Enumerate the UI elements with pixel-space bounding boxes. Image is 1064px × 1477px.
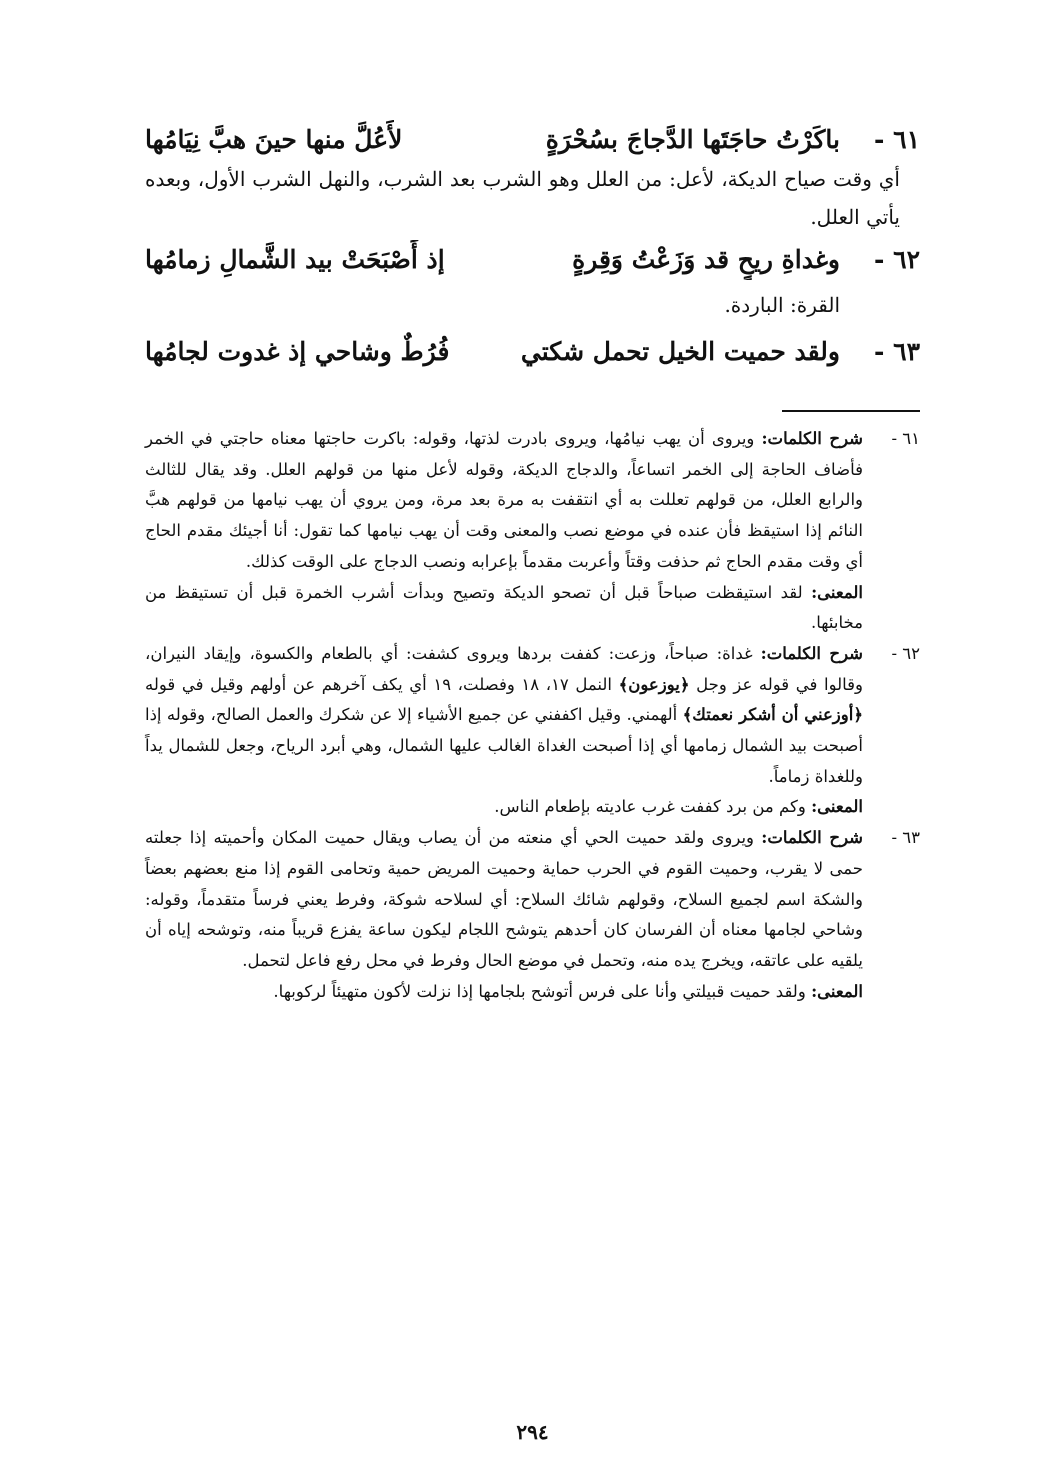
words-text: غداة: صباحاً، وزعت: كففت بردها ويروى كشفت: أي بالطعام والكسوة، وإيقاد النيران، وقالوا في قوله عز وجل xyxy=(145,643,864,694)
words-text: ويروى ولقد حميت الحي أي منعته من أن يصاب ويقال حميت المكان وأحميته إذا جعلته حمى لا يقرب، وحميت القوم في الحرب حماية وحميت المريض حمية وتحامى القوم إذا منع بعضهم بعضاً والشكة اسم لجميع السلاح، وقولهم شائك السلاح: أي لسلاحه شوكة، وفرط يعني فرساً متقدماً، وقوله: وشاحي لجامها معناه أن الفرسان كان أحدهم يتوشح اللجام ليكون ساعة يفزع قريباً منه، وتوشحه إياه أن يلقيه على عاتقه، ويخرج يده منه، وتحمل في موضع الحال وفرط في محل رفع فاعل لتحمل. xyxy=(145,828,863,970)
words-text: النمل ١٧، ١٨ وفصلت، ١٩ أي يكف آخرهم عن أولهم وقيل في قوله xyxy=(145,674,613,694)
verse-second-hemistich: فُرُطٌ وشاحي إذ غدوت لجامُها xyxy=(145,337,450,366)
verse-second-hemistich: لأَعُلَّ منها حينَ هبَّ نِيَامُها xyxy=(145,125,403,154)
footnote-words xyxy=(145,823,863,977)
meaning-text: وكم من برد كففت غرب عاديته بإطعام الناس. xyxy=(494,797,806,817)
footnote-62 xyxy=(145,639,920,823)
footnote-words xyxy=(145,639,863,793)
footnote-separator xyxy=(782,410,920,412)
meaning-text: ولقد حميت قبيلتي وأنا على فرس أتوشح بلجامها إذا نزلت لأكون متهيئاً لركوبها. xyxy=(273,981,806,1001)
meaning-label: المعنى: xyxy=(811,981,863,1001)
words-label: شرح الكلمات: xyxy=(761,429,863,448)
verse-first-hemistich: وغداةِ ريحٍ قد وَزَعْتُ وَقِرةٍ xyxy=(572,245,840,274)
footnotes xyxy=(145,424,920,1007)
footnote-61 xyxy=(145,424,920,639)
verse-first-hemistich: ولقد حميت الخيل تحمل شكتي xyxy=(520,337,840,366)
verse-number: ٦٢ - xyxy=(874,245,920,274)
footnote-meaning xyxy=(145,977,863,1008)
meaning-text: لقد استيقظت صباحاً قبل أن تصحو الديكة وتصيح وبدأت أشرب الخمرة قبل أن تستيقظ من مخابئها. xyxy=(145,582,863,633)
verse-number: ٦٣ - xyxy=(874,337,920,366)
verse-62 xyxy=(145,240,920,280)
words-text: ألهمني. وقيل اكففني عن جميع الأشياء إلا عن شكرك والعمل الصالح، وقوله إذا أصبحت بيد الشمال زمامها أي إذا أصبحت الغداة الغالب عليها الشمال، وهي أبرد الرياح، وجعل للشمال يداً وللغداة زماماً. xyxy=(145,705,863,786)
verse-63 xyxy=(145,332,920,372)
footnote-meaning xyxy=(145,578,863,639)
verse-first-hemistich: باكَرْتُ حاجَتَها الدَّجاجَ بسُحْرَةٍ xyxy=(545,125,840,154)
meaning-label: المعنى: xyxy=(811,582,864,602)
verse-number: ٦١ - xyxy=(874,125,920,154)
page-number: ٢٩٤ xyxy=(516,1420,549,1444)
page-body xyxy=(145,120,920,1444)
footnote-63 xyxy=(145,823,920,1007)
footnote-number: ٦١ - xyxy=(891,429,920,448)
verse-61-gloss: أي وقت صياح الديكة، لأعل: من العلل وهو الشرب بعد الشرب، والنهل الشرب الأول، وبعده يأتي العلل. xyxy=(145,167,900,229)
footnote-words xyxy=(145,424,863,578)
words-label: شرح الكلمات: xyxy=(761,828,864,848)
meaning-label: المعنى: xyxy=(811,797,863,817)
words-text: ويروى أن يهب نيامُها، ويروى بادرت لذتها، وقوله: باكرت حاجتها معناه حاجتي في الخمر فأضاف الحاجة إلى الخمر اتساعاً، والدجاج الديكة، وقوله لأعل منها من قولهم العلل. وقد يقال للثالث والرابع العلل، من قولهم تعللت به أي انتقفت به مرة بعد مرة، ومن يروي أن يهب نيامها من قولهم هبَّ النائم إذا استيقظ فأن عنده في موضع نصب والمعنى وقت أن يهب نيامها كما تقول: أنا أجيئك مقدم الحاج أي وقت مقدم الحاج ثم حذفت وقتاً وأعربت مقدماً بإعرابه ونصب الدجاج على الوقت كذلك. xyxy=(145,429,863,571)
verse-second-hemistich: إذ أَصْبَحَتْ بيد الشَّمالِ زمامُها xyxy=(145,245,445,274)
verse-62-gloss: القرة: الباردة. xyxy=(724,293,840,317)
footnote-number: ٦٣ - xyxy=(891,828,920,848)
quran-quote: ﴿يوزعون﴾ xyxy=(618,674,690,694)
quran-quote: ﴿أوزعني أن أشكر نعمتك﴾ xyxy=(682,705,863,725)
footnote-meaning xyxy=(145,792,863,823)
words-label: شرح الكلمات: xyxy=(760,643,864,663)
footnote-number: ٦٢ - xyxy=(891,643,920,663)
verse-61 xyxy=(145,120,920,160)
